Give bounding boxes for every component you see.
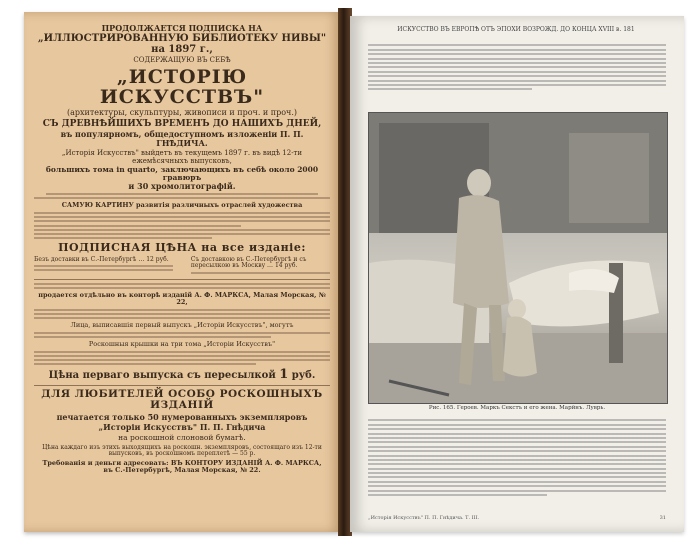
figure-caption: Рис. 165. Героев. Маркъ Секстъ и его жена. Марйнъ. Луврь. xyxy=(428,405,606,411)
ad-line-4: СЪ ДРЕВНѢЙШИХЪ ВРЕМЕНЪ ДО НАШИХЪ ДНЕЙ, xyxy=(42,119,322,129)
ad-body-text xyxy=(34,193,330,199)
ad-line-12: Роскошныя крышки на три тома „Исторіи Искусствъ" xyxy=(88,339,276,348)
ad-line-8: и 30 хромолитографій. xyxy=(128,180,236,191)
divider-2 xyxy=(34,385,330,386)
ad-line-2: „ИЛЛЮСТРИРОВАННУЮ БИБЛИОТЕКУ НИВЫ" на 1897 г., xyxy=(37,33,327,55)
right-page xyxy=(350,16,684,532)
ad-line-10: продается отдѣльно въ конторѣ изданій А. Ф. МАРКСА, Малая Морская, № 22, xyxy=(38,290,326,306)
ad-first-heading: Цѣна перваго выпуска съ пересылкой xyxy=(48,370,276,382)
ad-line-9: САМУЮ КАРТИНУ развитія различныхъ отраслей художества xyxy=(61,201,303,210)
engraving-illustration xyxy=(368,112,668,404)
ad-body-text-4 xyxy=(34,309,330,319)
ad-price-heading: ПОДПИСНАЯ ЦѢНА на все изданіе: xyxy=(58,241,306,255)
ad-line-6: „Исторія Искусствъ" выйдетъ въ текущемъ 1897 г. въ видѣ 12-ти ежемѣсячныхъ выпусковъ, xyxy=(61,149,303,165)
ad-line-3: СОДЕРЖАЩУЮ ВЪ СЕБѢ xyxy=(133,56,231,65)
ad-line-7: большихъ тома in quarto, заключающихъ въ себѣ около 2000 гравюръ xyxy=(45,164,319,182)
ad-first-unit: руб. xyxy=(291,370,316,382)
divider xyxy=(34,279,330,280)
page-number: 31 xyxy=(659,515,666,521)
ad-line-18: въ С.-Петербургѣ, Малая Морская, № 22. xyxy=(103,465,261,474)
ad-line-1: ПРОДОЛЖАЕТСЯ ПОДПИСКА НА xyxy=(101,23,263,33)
ad-line-5: въ популярномъ, общедоступномъ изложеніи П. П. ГНѢДИЧА. xyxy=(60,129,304,148)
ad-title: „ИСТОРІЮ ИСКУССТВЪ" xyxy=(99,65,265,108)
ad-body-text-5 xyxy=(34,332,330,338)
ad-line-16: Цѣна каждаго изъ этихъ выходящихъ на роскошн. экземпляровъ, состоящаго изъ 12-ти выпусковъ, въ роскошномъ переплетѣ — 55 р. xyxy=(42,443,322,457)
engraving-drawing xyxy=(369,113,667,403)
ad-price-left: Безъ доставки въ С.-Петербургѣ … 12 руб. xyxy=(34,255,169,263)
left-page xyxy=(24,12,340,532)
footer-source: „Исторія Искусствъ" П. П. Гнѣдича. Т. III. xyxy=(368,515,480,521)
ad-body-text-6 xyxy=(34,351,330,366)
ad-body-text-3 xyxy=(34,283,330,289)
page-footer xyxy=(368,515,666,521)
ad-line-11: Лица, выписавшія первый выпускъ „Исторіи Искусствъ", могутъ xyxy=(70,320,294,329)
ad-first-price: 1 xyxy=(279,367,289,383)
ad-lux-heading: ДЛЯ ЛЮБИТЕЛЕЙ ОСОБО РОСКОШНЫХЪ ИЗДАНІЙ xyxy=(41,387,323,411)
ad-line-14: „Исторіи Искусствъ" П. П. Гнѣдича xyxy=(98,422,266,433)
ad-body-text-2 xyxy=(34,212,330,239)
ad-line-17: Требованія и деньги адресовать: ВЪ КОНТОРУ ИЗДАНІЙ А. Ф. МАРКСА, xyxy=(42,459,322,468)
running-header: ИСКУССТВО ВЪ ЕВРОПѢ ОТЪ ЭПОХИ ВОЗРОЖД. ДО КОНЦА XVIII в. 181 xyxy=(397,26,635,33)
body-text-bottom xyxy=(368,417,666,498)
ad-line-13: печатается только 50 нумерованныхъ экземпляровъ xyxy=(56,411,308,422)
body-text-top xyxy=(368,42,666,93)
open-book xyxy=(8,8,692,544)
ad-first-issue-price xyxy=(34,368,330,382)
ad-line-15: на роскошной слоновой бумагѣ. xyxy=(118,432,246,442)
ad-price-right: Съ доставкою въ С.-Петербургѣ и съ пересылкою въ Москву … 14 руб. xyxy=(190,255,307,270)
ad-price-table xyxy=(34,257,330,276)
ad-subtitle: (архитектуры, скульптуры, живописи и проч. и проч.) xyxy=(66,107,298,117)
